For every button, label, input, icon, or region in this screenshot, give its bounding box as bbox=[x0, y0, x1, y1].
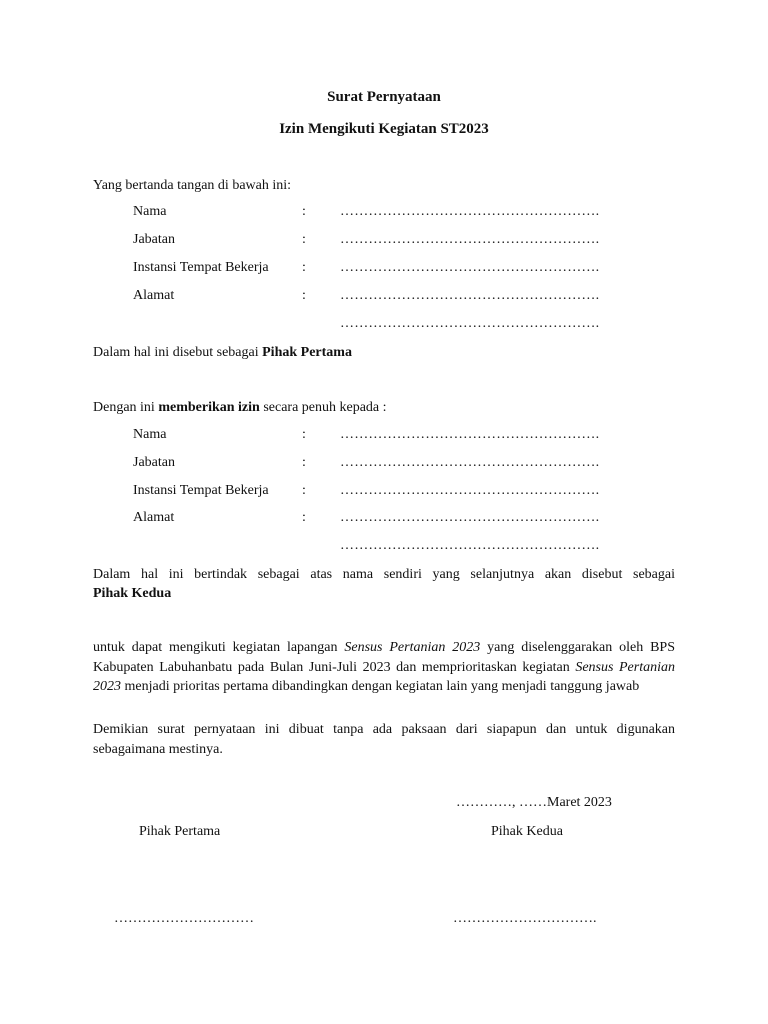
field-label: Nama bbox=[133, 427, 167, 442]
fill-in-blank: ………………………………………………. bbox=[340, 260, 600, 275]
party1-field-alamat-continued bbox=[133, 316, 633, 336]
body-text-1: untuk dapat mengikuti kegiatan lapangan bbox=[93, 640, 345, 655]
field-label: Instansi Tempat Bekerja bbox=[133, 483, 269, 498]
field-colon: : bbox=[302, 427, 306, 442]
closing-paragraph: Demikian surat pernyataan ini dibuat tanpa ada paksaan dari siapapun dan untuk digunakan sebagaimana mestinya. bbox=[93, 722, 675, 757]
party1-field-jabatan bbox=[133, 232, 633, 252]
grant-statement bbox=[93, 398, 675, 418]
party2-field-alamat bbox=[133, 510, 633, 530]
field-label: Jabatan bbox=[133, 232, 175, 247]
fill-in-blank: ………………………………………………. bbox=[340, 204, 600, 219]
field-label: Instansi Tempat Bekerja bbox=[133, 260, 269, 275]
body-italic-2: Sensus Pertanian 2023 bbox=[93, 659, 675, 694]
party1-statement bbox=[93, 343, 675, 363]
document-title: Surat Pernyataan bbox=[327, 89, 441, 105]
fill-in-blank: ………………………………………………. bbox=[340, 427, 600, 442]
field-colon: : bbox=[302, 232, 306, 247]
field-colon: : bbox=[302, 483, 306, 498]
fill-in-blank: ………………………………………………. bbox=[340, 483, 600, 498]
fill-in-blank: ………………………………………………. bbox=[340, 288, 600, 303]
field-colon: : bbox=[302, 510, 306, 525]
signature-label-right: Pihak Kedua bbox=[491, 824, 563, 839]
fill-in-blank: ………………………………………………. bbox=[340, 316, 600, 331]
document-subtitle: Izin Mengikuti Kegiatan ST2023 bbox=[279, 121, 489, 137]
body-text-3: menjadi prioritas pertama dibandingkan dengan kegiatan lain yang menjadi tanggung jawab bbox=[121, 679, 640, 694]
party1-role: Pihak Pertama bbox=[262, 345, 352, 360]
fill-in-blank: ………………………………………………. bbox=[340, 455, 600, 470]
intro-text: Yang bertanda tangan di bawah ini: bbox=[93, 178, 292, 193]
party1-field-alamat bbox=[133, 288, 633, 308]
fill-in-blank: ………………………………………………. bbox=[340, 510, 600, 525]
field-label: Alamat bbox=[133, 288, 175, 303]
date-line: …………, ……Maret 2023 bbox=[456, 795, 612, 810]
signature-line-left: ………………………… bbox=[114, 911, 254, 926]
party2-role: Pihak Kedua bbox=[93, 586, 172, 601]
fill-in-blank: ………………………………………………. bbox=[340, 538, 600, 553]
field-label: Nama bbox=[133, 204, 167, 219]
field-colon: : bbox=[302, 260, 306, 275]
party2-statement: Dalam hal ini bertindak sebagai atas nama sendiri yang selanjutnya akan disebut sebagai bbox=[93, 567, 675, 582]
fill-in-blank: ………………………………………………. bbox=[340, 232, 600, 247]
party2-field-instansi bbox=[133, 483, 633, 503]
party2-field-jabatan bbox=[133, 455, 633, 475]
party2-role-line bbox=[93, 584, 675, 604]
body-italic-1: Sensus Pertanian 2023 bbox=[344, 640, 481, 655]
field-label: Alamat bbox=[133, 510, 175, 525]
signature-label-left: Pihak Pertama bbox=[139, 824, 221, 839]
field-colon: : bbox=[302, 455, 306, 470]
party2-field-nama bbox=[133, 427, 633, 447]
party1-field-nama bbox=[133, 204, 633, 224]
field-colon: : bbox=[302, 204, 306, 219]
party1-field-instansi bbox=[133, 260, 633, 280]
field-colon: : bbox=[302, 288, 306, 303]
party2-field-alamat-continued bbox=[133, 538, 633, 558]
body-text-2: yang diselenggarakan oleh BPS Kabupaten Labuhanbatu pada Bulan Juni-Juli 2023 dan memprioritaskan kegiatan bbox=[93, 640, 676, 675]
party1-statement-text: Dalam hal ini disebut sebagai bbox=[93, 345, 263, 360]
signature-line-right: …………………………. bbox=[453, 911, 597, 926]
grant-bold: memberikan izin bbox=[158, 400, 260, 415]
field-label: Jabatan bbox=[133, 455, 175, 470]
body-paragraph bbox=[93, 638, 675, 697]
grant-suffix: secara penuh kepada : bbox=[259, 400, 387, 415]
grant-prefix: Dengan ini bbox=[93, 400, 159, 415]
